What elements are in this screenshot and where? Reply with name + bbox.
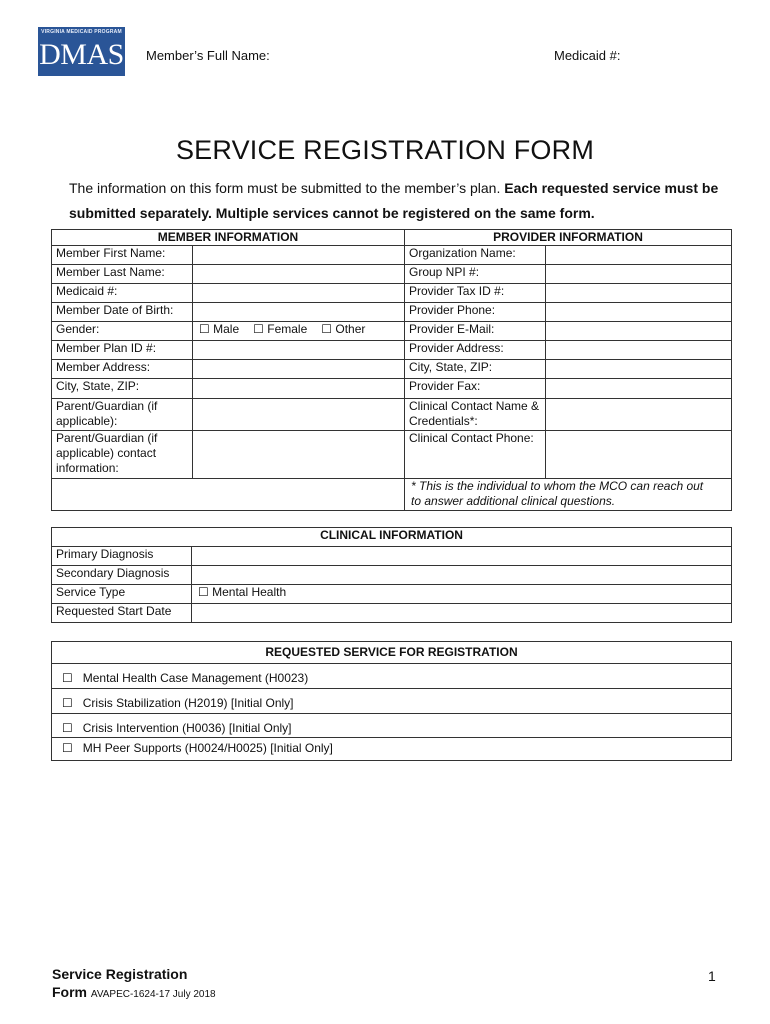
requested-services-heading: REQUESTED SERVICE FOR REGISTRATION bbox=[52, 642, 731, 664]
checkbox-icon[interactable]: ☐ bbox=[253, 322, 264, 336]
member-first-name-input[interactable] bbox=[193, 246, 405, 265]
provider-field-label: Provider Fax: bbox=[405, 379, 546, 399]
logo-text: DMAS bbox=[39, 38, 124, 71]
member-city-state-zip-input[interactable] bbox=[193, 379, 405, 399]
provider-phone-input[interactable] bbox=[546, 303, 732, 322]
service-option-label: Mental Health Case Management (H0023) bbox=[82, 671, 309, 685]
footer-form-code: AVAPEC-1624-17 July 2018 bbox=[90, 989, 216, 1000]
provider-field-label: Clinical Contact Name & Credentials*: bbox=[405, 399, 546, 431]
primary-diagnosis-input[interactable] bbox=[192, 547, 732, 566]
member-dob-input[interactable] bbox=[193, 303, 405, 322]
service-option-label: MH Peer Supports (H0024/H0025) [Initial Only] bbox=[82, 741, 333, 755]
gender-female-option[interactable] bbox=[253, 322, 307, 336]
service-option[interactable] bbox=[62, 741, 333, 755]
service-type-cell bbox=[192, 585, 732, 604]
service-option[interactable] bbox=[62, 671, 308, 685]
requested-services-box bbox=[51, 641, 732, 761]
provider-info-heading: PROVIDER INFORMATION bbox=[405, 230, 732, 246]
provider-address-input[interactable] bbox=[546, 341, 732, 360]
member-field-label: Member Address: bbox=[52, 360, 193, 379]
member-field-label: Member Last Name: bbox=[52, 265, 193, 284]
intro-plain: The information on this form must be submitted to the member’s plan. bbox=[69, 180, 505, 196]
logo-small-text: VIRGINIA MEDICAID PROGRAM bbox=[41, 29, 122, 35]
clinical-info-table bbox=[51, 527, 732, 623]
provider-fax-input[interactable] bbox=[546, 379, 732, 399]
provider-field-label: City, State, ZIP: bbox=[405, 360, 546, 379]
requested-start-date-input[interactable] bbox=[192, 604, 732, 623]
mental-health-option[interactable] bbox=[196, 585, 286, 599]
clinical-field-label: Primary Diagnosis bbox=[52, 547, 192, 566]
footer-title: Service Registration bbox=[52, 966, 188, 982]
gender-options bbox=[193, 322, 405, 341]
provider-city-state-zip-input[interactable] bbox=[546, 360, 732, 379]
member-field-label: Member First Name: bbox=[52, 246, 193, 265]
intro-bold: Each requested service must be submitted separately. Multiple services cannot be registered on the same form. bbox=[69, 180, 719, 221]
clinical-contact-phone-input[interactable] bbox=[546, 431, 732, 479]
provider-field-label: Group NPI #: bbox=[405, 265, 546, 284]
member-plan-id-input[interactable] bbox=[193, 341, 405, 360]
member-provider-table bbox=[51, 229, 732, 511]
provider-field-label: Provider E-Mail: bbox=[405, 322, 546, 341]
divider bbox=[52, 688, 731, 689]
gender-option-label: Male bbox=[213, 322, 240, 336]
parent-guardian-input[interactable] bbox=[193, 399, 405, 431]
page-number: 1 bbox=[708, 968, 716, 984]
service-option[interactable] bbox=[62, 721, 292, 735]
member-info-heading: MEMBER INFORMATION bbox=[52, 230, 405, 246]
checkbox-icon[interactable]: ☐ bbox=[198, 585, 209, 599]
member-field-label: Member Date of Birth: bbox=[52, 303, 193, 322]
parent-guardian-contact-input[interactable] bbox=[193, 431, 405, 479]
group-npi-input[interactable] bbox=[546, 265, 732, 284]
gender-other-option[interactable] bbox=[321, 322, 365, 336]
provider-email-input[interactable] bbox=[546, 322, 732, 341]
member-last-name-input[interactable] bbox=[193, 265, 405, 284]
clinical-contact-name-input[interactable] bbox=[546, 399, 732, 431]
provider-tax-id-input[interactable] bbox=[546, 284, 732, 303]
member-field-label: Member Plan ID #: bbox=[52, 341, 193, 360]
clinical-info-heading: CLINICAL INFORMATION bbox=[52, 528, 732, 547]
member-full-name-label: Member’s Full Name: bbox=[146, 48, 270, 63]
provider-field-label: Clinical Contact Phone: bbox=[405, 431, 546, 479]
secondary-diagnosis-input[interactable] bbox=[192, 566, 732, 585]
blank-cell bbox=[52, 479, 405, 511]
gender-option-label: Other bbox=[335, 322, 366, 336]
checkbox-icon[interactable]: ☐ bbox=[62, 696, 73, 710]
note-line-1: * This is the individual to whom the MCO can reach out bbox=[411, 479, 704, 493]
divider bbox=[52, 737, 731, 738]
service-option-label: Crisis Intervention (H0036) [Initial Only] bbox=[82, 721, 292, 735]
checkbox-icon[interactable]: ☐ bbox=[199, 322, 210, 336]
provider-field-label: Provider Tax ID #: bbox=[405, 284, 546, 303]
service-option-label: Crisis Stabilization (H2019) [Initial Only] bbox=[82, 696, 294, 710]
clinical-field-label: Secondary Diagnosis bbox=[52, 566, 192, 585]
member-address-input[interactable] bbox=[193, 360, 405, 379]
medicaid-number-label: Medicaid #: bbox=[554, 48, 621, 63]
service-option[interactable] bbox=[62, 696, 294, 710]
intro-text bbox=[69, 176, 729, 226]
page-title: SERVICE REGISTRATION FORM bbox=[175, 135, 595, 165]
member-field-label: Medicaid #: bbox=[52, 284, 193, 303]
checkbox-icon[interactable]: ☐ bbox=[321, 322, 333, 336]
member-field-label: Parent/Guardian (if applicable): bbox=[52, 399, 193, 431]
medicaid-number-input[interactable] bbox=[193, 284, 405, 303]
note-line-2: to answer additional clinical questions. bbox=[411, 494, 616, 508]
dmas-logo bbox=[38, 27, 125, 76]
footer-form-word: Form bbox=[52, 984, 87, 1000]
checkbox-icon[interactable]: ☐ bbox=[62, 671, 73, 685]
clinical-contact-note bbox=[405, 479, 732, 511]
provider-field-label: Provider Phone: bbox=[405, 303, 546, 322]
checkbox-icon[interactable]: ☐ bbox=[62, 721, 73, 735]
footer-form-line bbox=[52, 984, 216, 1000]
service-type-option-label: Mental Health bbox=[212, 585, 287, 599]
member-field-label: Parent/Guardian (if applicable) contact information: bbox=[52, 431, 193, 479]
gender-option-label: Female bbox=[267, 322, 308, 336]
member-field-label: City, State, ZIP: bbox=[52, 379, 193, 399]
provider-field-label: Organization Name: bbox=[405, 246, 546, 265]
clinical-field-label: Requested Start Date bbox=[52, 604, 192, 623]
checkbox-icon[interactable]: ☐ bbox=[62, 741, 73, 755]
clinical-field-label: Service Type bbox=[52, 585, 192, 604]
member-field-label: Gender: bbox=[52, 322, 193, 341]
organization-name-input[interactable] bbox=[546, 246, 732, 265]
gender-male-option[interactable] bbox=[199, 322, 239, 336]
divider bbox=[52, 713, 731, 714]
provider-field-label: Provider Address: bbox=[405, 341, 546, 360]
